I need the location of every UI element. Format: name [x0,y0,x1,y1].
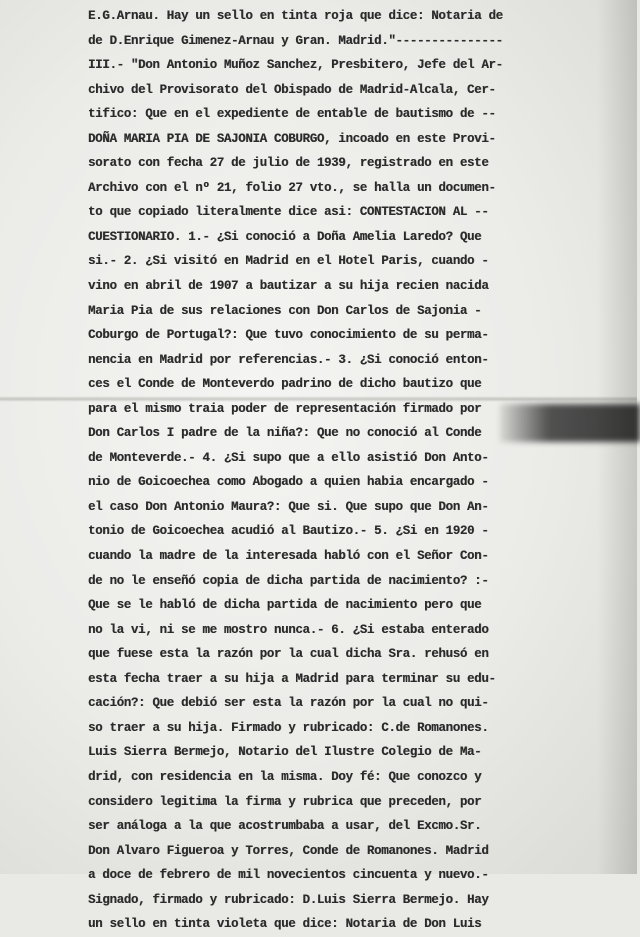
text-line: Que se le habló de dicha partida de nacimiento pero que [88,598,482,613]
text-line: so traer a su hija. Firmado y rubricado: C.de Romanones. [88,720,489,735]
text-line: tifico: Que en el expediente de entable de bautismo de -- [88,107,496,122]
text-line: para el mismo traia poder de representación firmado por [88,401,482,416]
text-line: vino en abril de 1907 a bautizar a su hija recien nacida [88,279,489,294]
text-line: el caso Don Antonio Maura?: Que si. Que supo que Don An- [88,499,489,514]
text-line: drid, con residencia en la misma. Doy fé: Que conozco y [88,769,482,784]
text-line: sorato con fecha 27 de julio de 1939, registrado en este [88,156,489,171]
text-line: Signado, firmado y rubricado: D.Luis Sierra Bermejo. Hay [88,892,489,907]
text-line: ser análoga a la que acostrumbaba a usar, del Excmo.Sr. [88,819,482,834]
text-line: Maria Pia de sus relaciones con Don Carlos de Sajonia - [88,303,482,318]
text-line: Archivo con el nº 21, folio 27 vto., se halla un documen- [88,180,496,195]
text-line: Don Carlos I padre de la niña?: Que no conoció al Conde [88,426,482,441]
text-line: DOÑA MARIA PIA DE SAJONIA COBURGO, incoado en este Provi- [88,131,496,146]
text-line: ces el Conde de Monteverdo padrino de dicho bautizo que [88,377,482,392]
text-line: de Monteverde.- 4. ¿Si supo que a ello asistió Don Anto- [88,450,489,465]
text-line: tonio de Goicoechea acudió al Bautizo.- 5. ¿Si en 1920 - [88,524,489,539]
text-line: si.- 2. ¿Si visitó en Madrid en el Hotel Paris, cuando - [88,254,489,269]
text-line: CUESTIONARIO. 1.- ¿Si conoció a Doña Amelia Laredo? Que [88,229,482,244]
text-line: cación?: Que debió ser esta la razón por la cual no qui- [88,696,489,711]
text-line: chivo del Provisorato del Obispado de Madrid-Alcala, Cer- [88,82,496,97]
text-line: III.- "Don Antonio Muñoz Sanchez, Presbitero, Jefe del Ar- [88,58,503,73]
text-line: Don Alvaro Figueroa y Torres, Conde de Romanones. Madrid [88,843,489,858]
text-line: nencia en Madrid por referencias.- 3. ¿Si conoció enton- [88,352,489,367]
text-line: que fuese esta la razón por la cual dicha Sra. rehusó en [88,647,489,662]
text-line: Luis Sierra Bermejo, Notario del Ilustre Colegio de Ma- [88,745,482,760]
text-line: nio de Goicoechea como Abogado a quien habia encargado - [88,475,489,490]
text-line: considero legitima la firma y rubrica que preceden, por [88,794,482,809]
typewritten-text-block [88,4,558,937]
text-line: esta fecha traer a su hija a Madrid para terminar su edu- [88,671,496,686]
text-line: Coburgo de Portugal?: Que tuvo conocimiento de su perma- [88,328,489,343]
text-line: de no le enseñó copia de dicha partida de nacimiento? :- [88,573,489,588]
text-line: E.G.Arnau. Hay un sello en tinta roja que dice: Notaria de [88,9,503,23]
text-line: to que copiado literalmente dice asi: CONTESTACION AL -- [88,205,489,220]
text-line: de D.Enrique Gimenez-Arnau y Gran. Madrid."--------------- [88,33,503,48]
text-line: un sello en tinta violeta que dice: Notaria de Don Luis [88,917,482,932]
text-line: cuando la madre de la interesada habló con el Señor Con- [88,549,489,564]
text-line: a doce de febrero de mil novecientos cincuenta y nuevo.- [88,868,489,883]
text-line: no la vi, ni se me mostro nunca.- 6. ¿Si estaba enterado [88,622,489,637]
